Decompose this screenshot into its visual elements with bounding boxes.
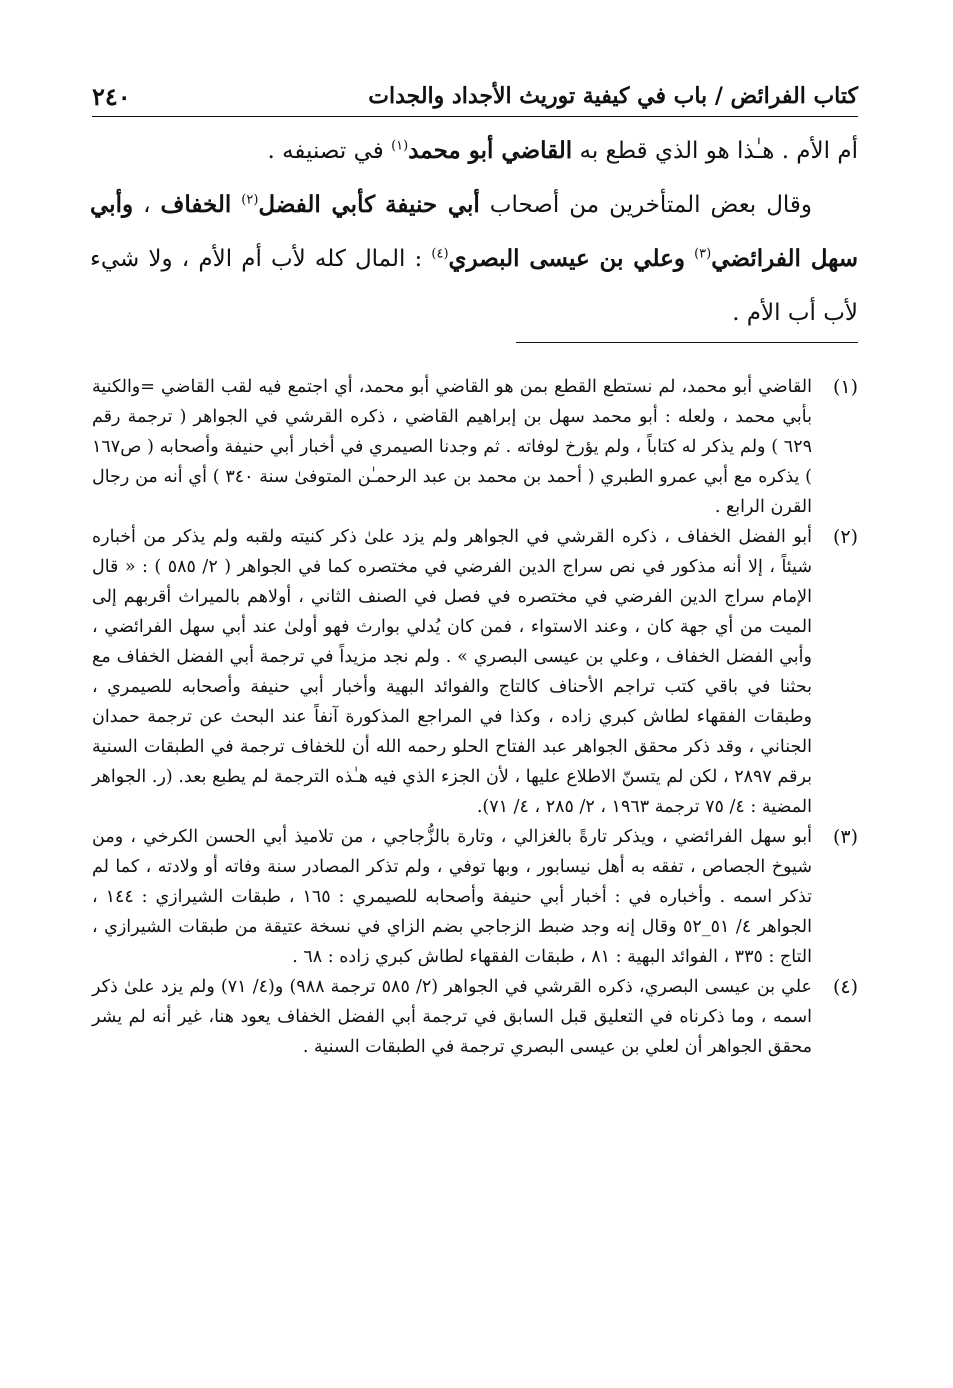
text-run [231, 192, 241, 218]
text-run: وقال بعض المتأخرين من أصحاب [479, 192, 813, 218]
footnote [92, 372, 858, 522]
bold-name: القاضي أبو محمد [408, 137, 573, 164]
text-run: : المال كله لأب أم الأم ، ولا شيء لأب أب الأم . [90, 246, 858, 326]
footnote-text: علي بن عيسى البصري، ذكره القرشي في الجواهر (٢/ ٥٨٥ ترجمة ٩٨٨) و(٤/ ٧١) ولم يزد علىٰ ذكر اسمه ، وما ذكرناه في التعليق قبل السابق في ترجمة أبي الفضل الخفاف يعود هنا، غير أنه لم يشر محقق الجواهر أن لعلي بن عيسى البصري ترجمة في الطبقات السنية . [92, 977, 812, 1057]
bold-name: وأبي سهل الفرائضي [90, 191, 858, 272]
footnote-number: (٤) [832, 976, 858, 998]
footnote-number: (٣) [832, 826, 858, 848]
main-text [90, 124, 858, 340]
running-title: كتاب الفرائض / باب في كيفية توريث الأجداد والجدات [368, 83, 858, 109]
bold-name: أبي حنيفة [385, 191, 480, 218]
footnote-text: أبو الفضل الخفاف ، ذكره القرشي في الجواهر ولم يزد علىٰ ذكر كنيته ولقبه ولم يذكر من أخباره شيئاً ، إلا أنه مذكور في نص سراج الدين الفرضي في مختصره كما في الجواهر ( ٢/ ٥٨٥ ) : « قال الإمام سراج الدين الفرضي في مختصره في فصل في الصنف الثاني ، أولاهم بالميراث أقربهم إلى الميت من أي جهة كان ، وعند الاستواء ، فمن كان يُدلي بوارث فهو أولىٰ عند أبي سهل الفرائضي ، وأبي الفضل الخفاف ، وعلي بن عيسى البصري » . ولم نجد مزيداً في ترجمة أبي الفضل الخفاف مع بحثنا في باقي كتب تراجم الأحناف كالتاج والفوائد البهية وأخبار أبي حنيفة وأصحابه للصيمري ، وطبقات الفقهاء لطاش كبري زاده ، وكذا في المراجع المذكورة آنفاً عند البحث عن ترجمة حمدان الجناني ، وقد ذكر محقق الجواهر عبد الفتاح الحلو رحمه الله أن للخفاف ترجمة في الطبقات السنية برقم ٢٨٩٧ ، لكن لم يتسنّ الاطلاع عليها ، لأن الجزء الذي فيه هـٰذه الترجمة لم يطبع بعد. (ر. الجواهر المضية : ٤/ ٧٥ ترجمة ١٩٦٣ ، ٢/ ٢٨٥ ، ٤/ ٧١). [92, 527, 813, 817]
footnote [92, 972, 858, 1062]
footnote-number: (٢) [832, 526, 858, 548]
footnote-text: القاضي أبو محمد، لم نستطع القطع بمن هو القاضي أبو محمد، أي اجتمع فيه لقب القاضي =والكنية بأبي محمد ، ولعله : أبو محمد سهل بن إبراهيم القاضي ، ذكره القرشي في الجواهر ( ترجمة رقم ٦٢٩ ) ولم يذكر له كتاباً ، ولم يؤرخ لوفاته . ثم وجدنا الصيمري في أخبار أبي حنيفة وأصحابه ( ص١٦٧ ) يذكره مع أبي عمرو الطبري ( أحمد بن محمد بن عبد الرحمـٰن المتوفىٰ سنة ٣٤٠ ) أي أنه من رجال القرن الرابع . [92, 377, 813, 517]
footnotes [92, 372, 858, 1062]
bold-name: وعلي بن عيسى البصري [448, 245, 685, 272]
text-run: في تصنيفه . [267, 138, 392, 164]
footnote-ref: (٣) [694, 246, 712, 262]
page-header [92, 76, 858, 117]
footnote-text: أبو سهل الفرائضي ، ويذكر تارةً بالغزالي ، وتارة بالزُّجاجي ، من تلاميذ أبي الحسن الكرخي ، ومن شيوخ الجصاص ، تفقه به أهل نيسابور ، وبها توفي ، ولم تذكر المصادر سنة وفاته أو ولادته ، كما لم تذكر اسمه . وأخباره في : أخبار أبي حنيفة وأصحابه للصيمري : ١٦٥ ، طبقات الشيرازي : ١٤٤ ، الجواهر ٤/ ٥١_٥٢ وقال إنه وجد ضبط الزجاجي بضم الزاي في نسخة عتيقة من طبقات الشيرازي ، التاج : ٣٣٥ ، الفوائد البهية : ٨١ ، طبقات الفقهاء لطاش كبري زاده : ٦٨ . [92, 827, 813, 967]
footnote [92, 522, 858, 822]
footnote-divider [516, 342, 858, 343]
text-run [685, 246, 694, 272]
footnote-ref: (١) [391, 138, 409, 154]
text-run: أم الأم . هـٰذا هو الذي قطع به [572, 138, 858, 164]
bold-name: الخفاف [160, 191, 232, 218]
page-number: ٢٤٠ [92, 81, 131, 111]
bold-name: كأبي الفضل [258, 191, 376, 218]
text-run [375, 192, 385, 218]
main-paragraph [90, 178, 858, 340]
main-paragraph [90, 124, 858, 178]
footnote-number: (١) [832, 376, 858, 398]
footnote-ref: (٤) [431, 246, 449, 262]
footnote [92, 822, 858, 972]
text-run: ، [133, 192, 161, 218]
footnote-ref: (٢) [241, 192, 259, 208]
